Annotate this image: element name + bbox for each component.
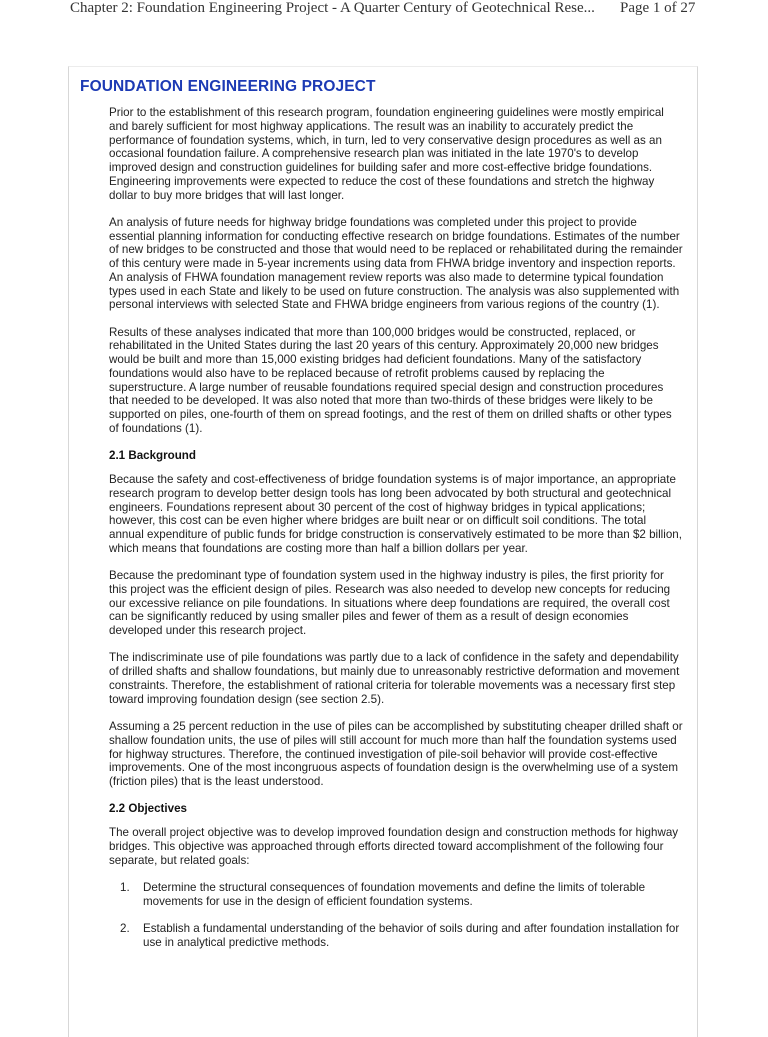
list-item: [109, 881, 683, 909]
background-heading: 2.1 Background: [109, 449, 196, 463]
background-paragraph: Assuming a 25 percent reduction in the use of piles can be accomplished by substituting cheaper drilled shaft or shallow foundation units, the use of piles will still account for much more than half the foundation systems used for highway structures. Therefore, the continued investigation of pile-soil behavior will provide cost-effective improvements. One of the most incongruous aspects of foundation design is the overwhelming use of a system (friction piles) that is the least understood.: [109, 720, 683, 789]
list-item-text: Determine the structural consequences of foundation movements and define the limits of tolerable movements for use in the design of efficient foundation systems.: [143, 881, 646, 908]
background-paragraph: Because the predominant type of foundation system used in the highway industry is piles, the first priority for this project was the efficient design of piles. Research was also needed to develop new concepts for reducing our excessive reliance on pile foundations. In situations where deep foundations are required, the overall cost can be significantly reduced by using smaller piles and fewer of them as a result of design economies developed under this research project.: [109, 569, 671, 638]
article: [80, 78, 684, 963]
background-paragraph: Because the safety and cost-effectiveness of bridge foundation systems is of major importance, an appropriate research program to develop better design tools has long been advocated by both structural and geotechnical engineers. Foundations represent about 30 percent of the cost of highway bridges in typical applications; however, this cost can be even higher where bridges are built near or on difficult soil conditions. The total annual expenditure of public funds for bridge construction is conservatively estimated to be more than $2 billion, which means that foundations are costing more than half a billion dollars per year.: [109, 473, 682, 555]
objectives-heading: 2.2 Objectives: [109, 802, 187, 816]
list-item-number: 1.: [120, 881, 130, 894]
objectives-intro: The overall project objective was to develop improved foundation design and construction methods for highway bridges. This objective was approached through efforts directed toward accomplishment of the following four separate, but related goals:: [109, 826, 679, 867]
print-header-title: Chapter 2: Foundation Engineering Project - A Quarter Century of Geotechnical Rese...: [70, 0, 595, 16]
intro-paragraph: An analysis of future needs for highway bridge foundations was completed under this project to provide essential planning information for conducting effective research on bridge foundations. Estimates of the number of new bridges to be constructed and those that would need to be replaced or rehabilitated during the remainder of this century were made in 5-year increments using data from FHWA bridge inventory and inspection reports. An analysis of FHWA foundation management review reports was also made to determine typical foundation types used in each State and likely to be used on future construction. The analysis was also supplemented with personal interviews with selected State and FHWA bridge engineers from various regions of the country (1).: [109, 215, 683, 312]
page-title: FOUNDATION ENGINEERING PROJECT: [80, 78, 376, 95]
list-item: [109, 922, 683, 950]
intro-paragraph: Prior to the establishment of this research program, foundation engineering guidelines were mostly empirical and barely sufficient for most highway applications. The result was an inability to accurately predict the performance of foundation systems, which, in turn, led to very conservative design procedures as well as an occasional foundation failure. A comprehensive research plan was initiated in the late 1970's to develop improved design and construction guidelines for building safer and more cost-effective bridge foundations. Engineering improvements were expected to reduce the cost of these foundations and stretch the highway dollar to buy more bridges that will last longer.: [109, 106, 664, 202]
article-body: [109, 106, 683, 950]
list-item-number: 2.: [120, 922, 130, 936]
page-number: Page 1 of 27: [620, 0, 696, 16]
goals-list: [109, 881, 683, 950]
list-item-text: Establish a fundamental understanding of the behavior of soils during and after foundation installation for use in analytical predictive methods.: [143, 922, 680, 949]
print-header: [0, 0, 768, 22]
background-paragraph: The indiscriminate use of pile foundations was partly due to a lack of confidence in the safety and dependability of drilled shafts and shallow foundations, but mainly due to unreasonably restrictive deformation and movement constraints. Therefore, the establishment of rational criteria for tolerable movements was a necessary first step toward improving foundation design (see section 2.5).: [109, 651, 680, 706]
intro-paragraph: Results of these analyses indicated that more than 100,000 bridges would be constructed, replaced, or rehabilitated in the United States during the last 20 years of this century. Approximately 20,000 new bridges would be built and more than 15,000 existing bridges had deficient foundations. Many of the satisfactory foundations would also have to be replaced because of retrofit problems caused by replacing the superstructure. A large number of reusable foundations required special design and construction procedures that needed to be developed. It was also noted that more than two-thirds of these bridges were likely to be supported on piles, one-fourth of them on spread footings, and the rest of them on drilled shafts or other types of foundations (1).: [109, 325, 672, 435]
